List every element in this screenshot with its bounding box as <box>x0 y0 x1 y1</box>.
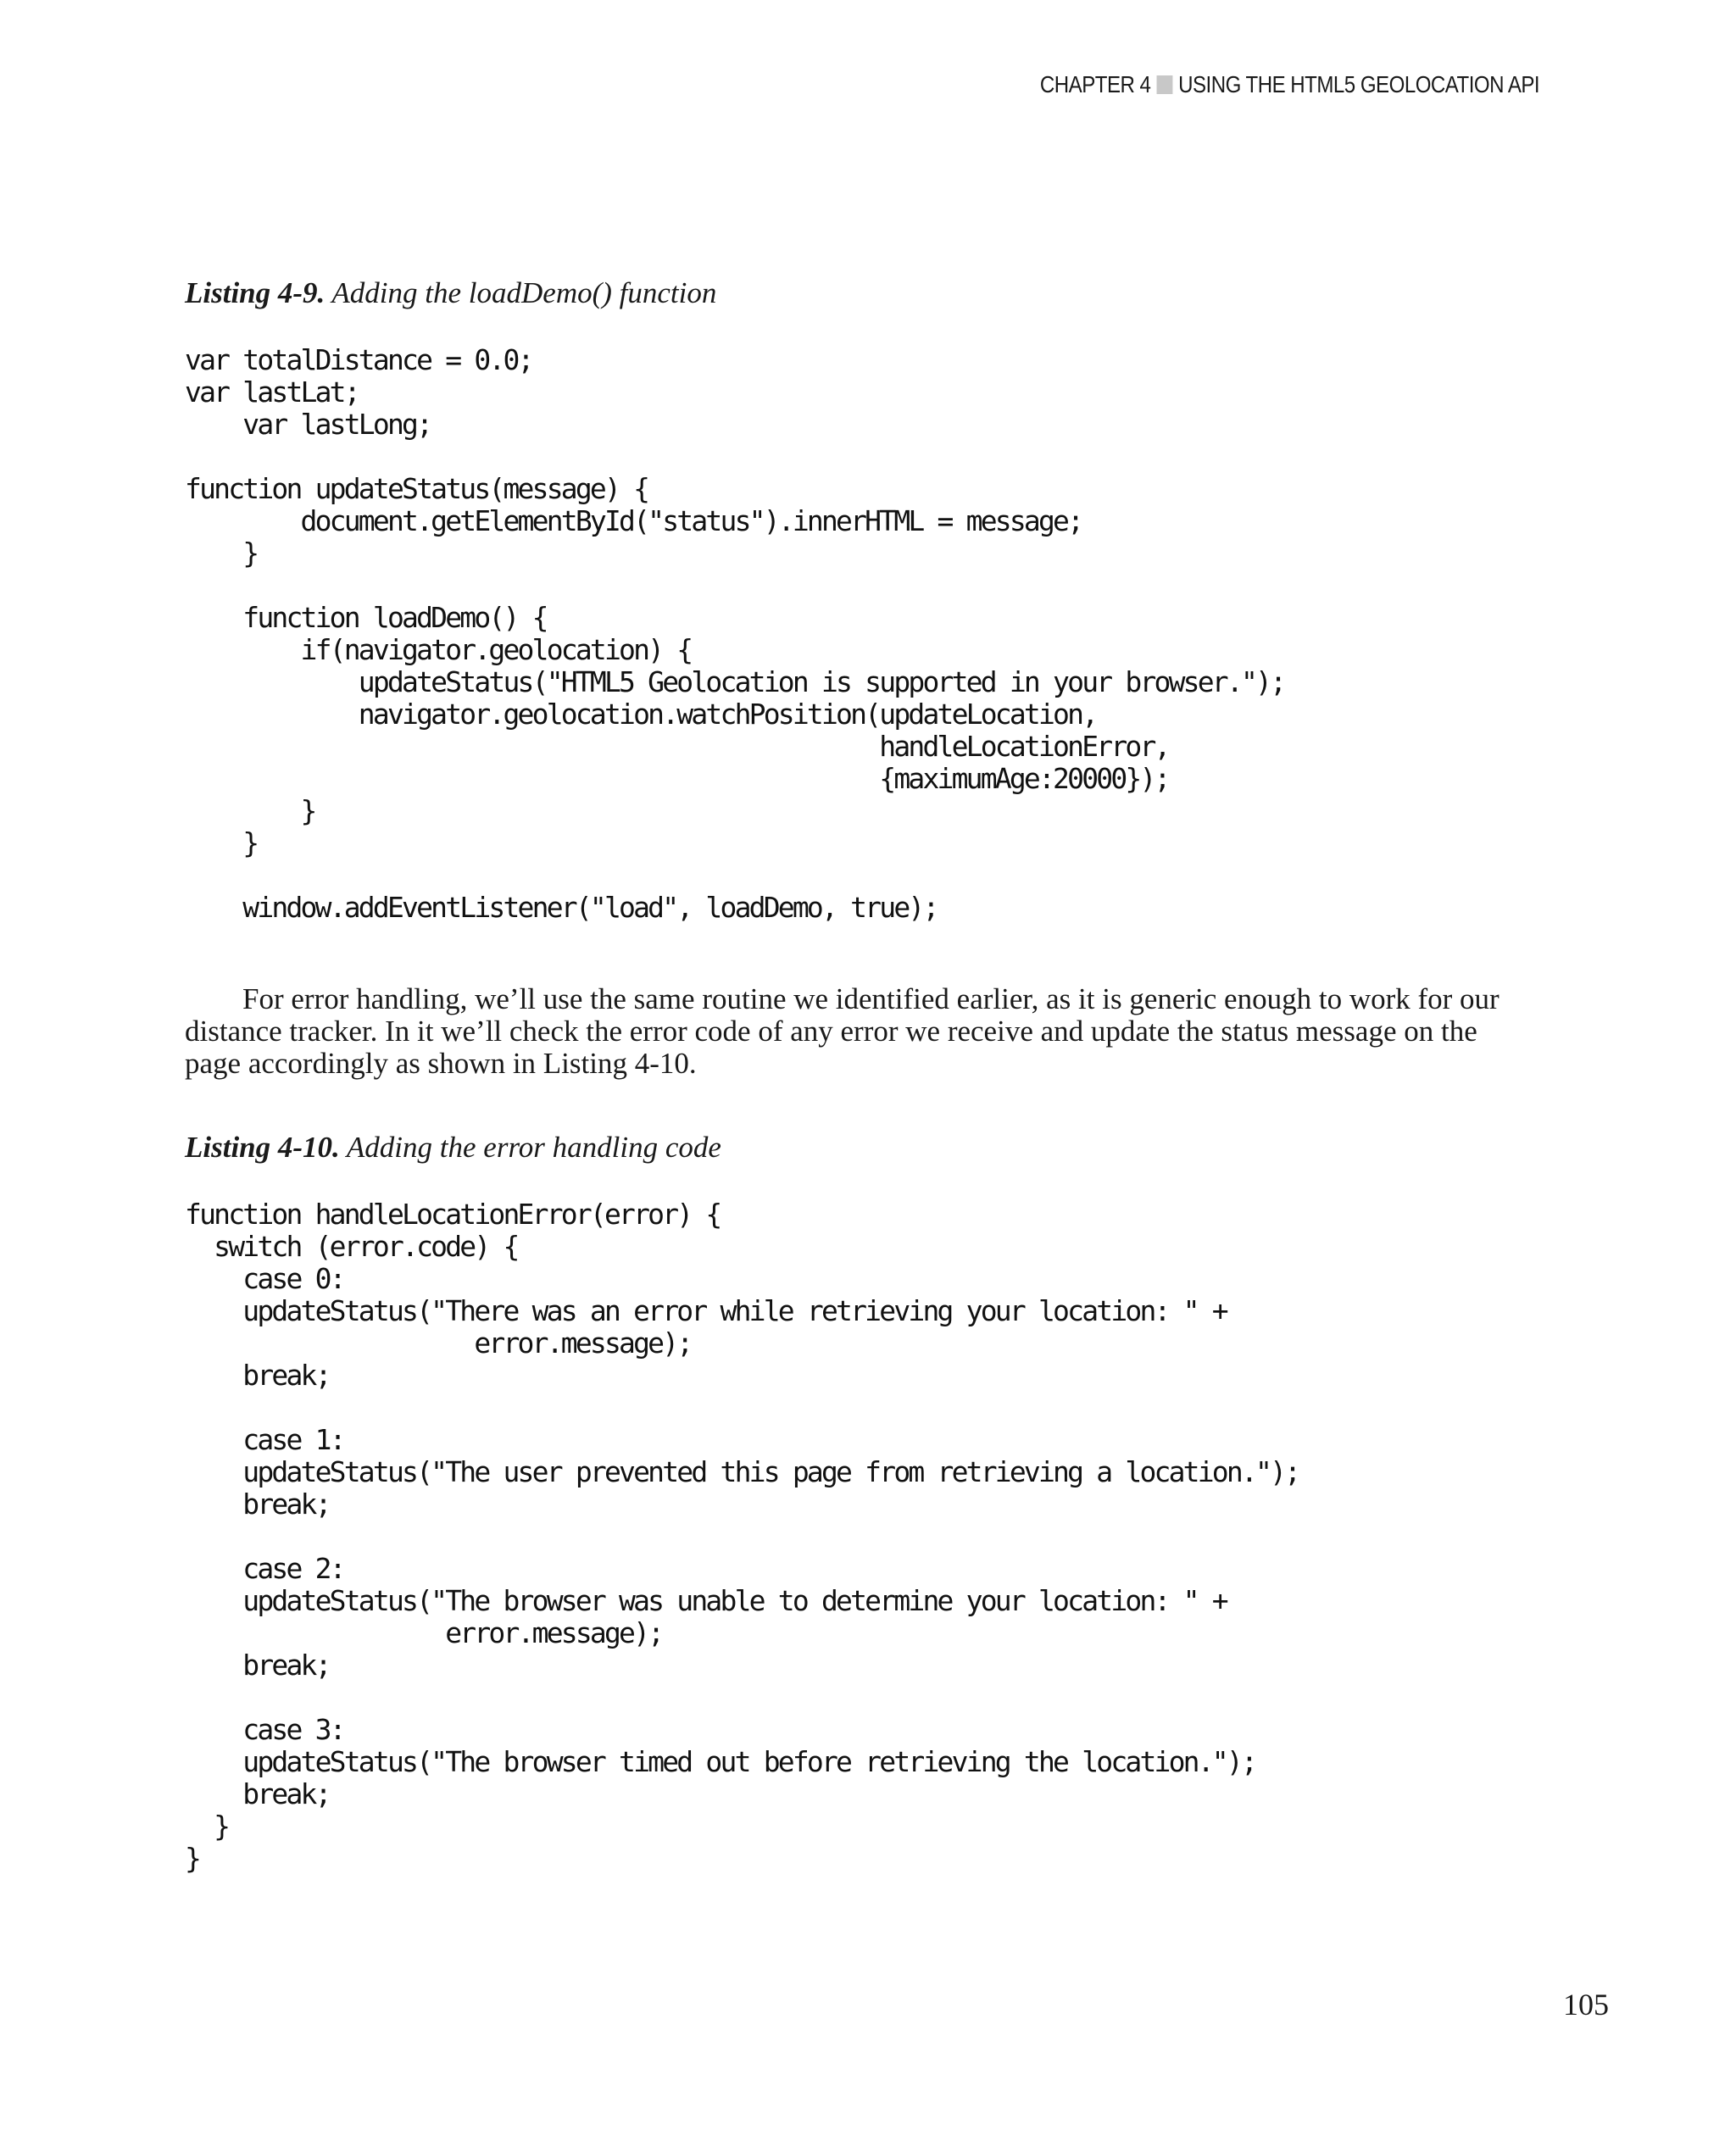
listing-4-9-label: Listing 4-9. <box>185 276 326 309</box>
listing-4-9-caption <box>185 276 716 310</box>
code-line: if(navigator.geolocation) { <box>185 633 692 666</box>
listing-4-9-title: Adding the loadDemo() function <box>331 276 717 309</box>
code-line: function updateStatus(message) { <box>185 472 648 505</box>
code-line: function loadDemo() { <box>185 601 547 634</box>
listing-4-10-caption <box>185 1131 721 1165</box>
code-line: error.message); <box>185 1326 692 1360</box>
page-number: 105 <box>1563 1988 1609 2021</box>
code-line: } <box>185 1810 229 1843</box>
code-line: break; <box>185 1488 330 1521</box>
code-line <box>185 859 1284 892</box>
code-line: var totalDistance = 0.0; <box>185 343 532 376</box>
code-line <box>185 1521 1299 1553</box>
chapter-title: USING THE HTML5 GEOLOCATION API <box>1177 71 1539 97</box>
body-paragraph: For error handling, we’ll use the same routine we identified earlier, as it is generic enough to work for our distance tracker. In it we’ll check the error code of any error we receive and update the status message on the page accordingly as shown in Listing 4-10. <box>185 982 1500 1080</box>
code-line: handleLocationError, <box>185 730 1169 763</box>
code-line: case 0: <box>185 1262 344 1295</box>
code-line: } <box>185 1842 200 1875</box>
listing-4-10-title: Adding the error handling code <box>346 1131 721 1164</box>
code-line: window.addEventListener("load", loadDemo, true); <box>185 891 938 924</box>
code-line: } <box>185 794 315 827</box>
code-line <box>185 1682 1299 1714</box>
code-line: function handleLocationError(error) { <box>185 1198 721 1231</box>
listing-4-9-code <box>185 344 1284 924</box>
code-line: var lastLat; <box>185 375 359 409</box>
code-line <box>185 570 1284 602</box>
code-line: switch (error.code) { <box>185 1230 518 1263</box>
code-line <box>185 441 1284 473</box>
listing-4-10-code <box>185 1198 1299 1875</box>
chapter-label: CHAPTER 4 <box>1039 71 1151 97</box>
code-line: break; <box>185 1359 330 1392</box>
code-line: case 3: <box>185 1713 344 1746</box>
code-line: break; <box>185 1649 330 1682</box>
code-line: case 1: <box>185 1423 344 1456</box>
code-line: updateStatus("The browser was unable to determine your location: " + <box>185 1584 1227 1617</box>
code-line: updateStatus("The user prevented this page from retrieving a location."); <box>185 1455 1299 1488</box>
code-line: } <box>185 537 258 570</box>
code-line: updateStatus("HTML5 Geolocation is supported in your browser."); <box>185 665 1285 698</box>
separator-square <box>1156 75 1172 94</box>
code-line: case 2: <box>185 1552 344 1585</box>
code-line: break; <box>185 1777 330 1810</box>
listing-4-10-label: Listing 4-10. <box>185 1131 340 1164</box>
code-line: document.getElementById("status").innerHTML = message; <box>185 504 1082 537</box>
code-line: updateStatus("The browser timed out before retrieving the location."); <box>185 1745 1256 1778</box>
code-line: error.message); <box>185 1616 663 1649</box>
code-line <box>185 1392 1299 1424</box>
code-line: updateStatus("There was an error while retrieving your location: " + <box>185 1294 1227 1327</box>
code-line: } <box>185 826 258 859</box>
code-line: {maximumAge:20000}); <box>185 762 1169 795</box>
code-line: var lastLong; <box>185 408 431 441</box>
code-line: navigator.geolocation.watchPosition(updateLocation, <box>185 698 1097 731</box>
running-head <box>1040 71 1539 98</box>
